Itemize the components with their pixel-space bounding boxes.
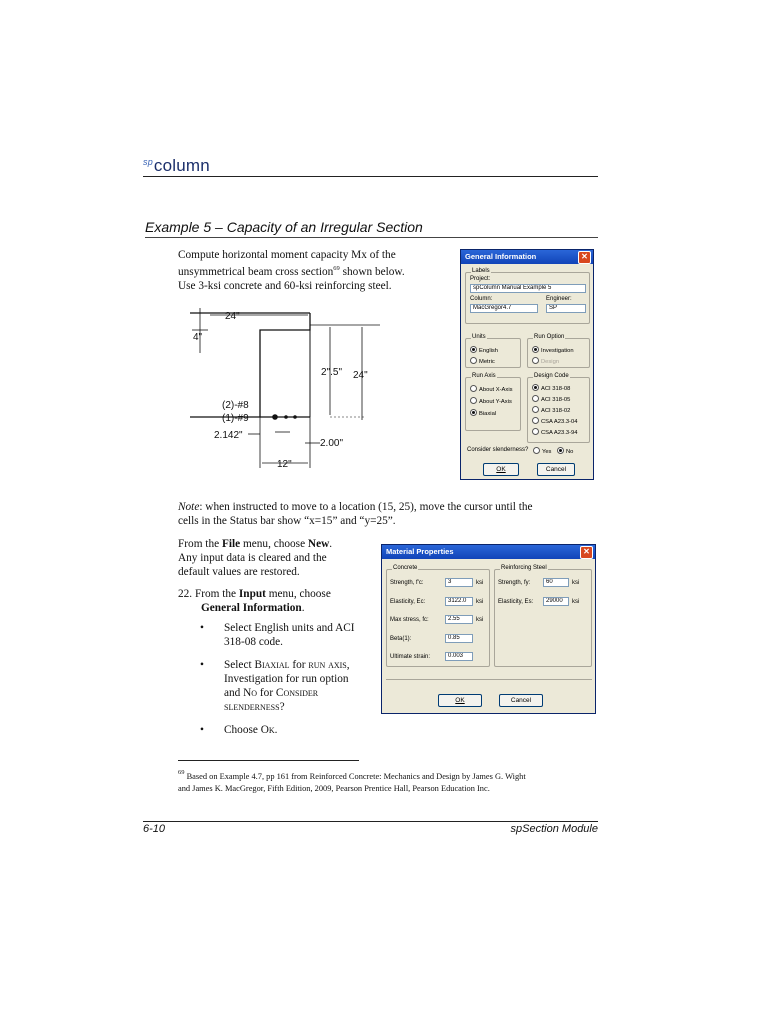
step-22-number: 22. bbox=[178, 588, 193, 600]
design-code-group bbox=[527, 373, 590, 443]
step-file-line-3: default values are restored. bbox=[178, 566, 300, 578]
section-outline bbox=[190, 313, 310, 417]
radio-slender-yes-label: Yes bbox=[542, 449, 552, 455]
general-information-dialog bbox=[460, 249, 594, 480]
radio-biaxial-label: Biaxial bbox=[479, 411, 497, 417]
bullet-2 bbox=[224, 658, 373, 714]
reinforcing-steel-group bbox=[494, 565, 592, 667]
footnote-rule bbox=[178, 760, 359, 761]
run-axis-group bbox=[465, 373, 521, 431]
bullet-3-t2: . bbox=[274, 724, 278, 736]
es-unit: ksi bbox=[572, 599, 580, 605]
footnote-line-1 bbox=[178, 767, 600, 783]
ec-unit: ksi bbox=[476, 599, 484, 605]
bullet-2-line-3 bbox=[224, 686, 373, 700]
ok-button-label: OK bbox=[496, 466, 506, 473]
note-line-1-text: : when instructed to move to a location (15, 25), move the cursor until the bbox=[199, 501, 533, 513]
bullet-1 bbox=[224, 621, 373, 649]
dialog-titlebar bbox=[461, 250, 593, 264]
fy-input[interactable]: 60 bbox=[543, 578, 569, 587]
radio-code-5[interactable] bbox=[532, 428, 577, 436]
project-input[interactable]: spColumn Manual Example 5 bbox=[470, 284, 586, 293]
intro-line-2 bbox=[178, 262, 450, 279]
radio-slender-yes[interactable] bbox=[533, 447, 551, 455]
step-file-t3: . bbox=[329, 538, 333, 550]
bullet-2-t5: for bbox=[257, 687, 276, 699]
labels-group bbox=[465, 268, 590, 324]
step-22-t1: From the bbox=[194, 588, 239, 600]
radio-english[interactable] bbox=[470, 346, 498, 354]
module-name: spSection Module bbox=[510, 823, 598, 835]
step-file-new-cmd: New bbox=[307, 538, 330, 550]
bullet-2-t6: ? bbox=[279, 701, 285, 713]
radio-design[interactable] bbox=[532, 357, 559, 365]
bullet-1-line-1: Select English units and ACI bbox=[224, 622, 355, 634]
step-file-line-2: Any input data is cleared and the bbox=[178, 552, 327, 564]
intro-line-2a: unsymmetrical beam cross section bbox=[178, 266, 334, 278]
dim-2142: 2.142" bbox=[214, 430, 243, 441]
beta-label: Beta(1): bbox=[390, 636, 412, 642]
header-rule bbox=[143, 176, 598, 177]
slenderness-label: Consider slenderness? bbox=[467, 447, 529, 453]
radio-code-2[interactable] bbox=[532, 395, 570, 403]
logo-main: column bbox=[153, 156, 210, 175]
note-paragraph bbox=[178, 500, 598, 528]
intro-line-3: Use 3-ksi concrete and 60-ksi reinforcing steel. bbox=[178, 280, 392, 292]
note-prefix: Note bbox=[178, 501, 200, 513]
intro-line-1: Compute horizontal moment capacity Mx of the bbox=[178, 249, 396, 261]
intro-line-2b: shown below. bbox=[339, 266, 405, 278]
run-axis-group-title: Run Axis bbox=[472, 373, 496, 379]
radio-about-y[interactable] bbox=[470, 397, 512, 405]
bullet-dot-3: • bbox=[200, 724, 204, 736]
column-label: Column: bbox=[470, 296, 493, 302]
step-22-t2: menu, choose bbox=[265, 588, 331, 600]
step-22-general-information: General Information bbox=[201, 602, 302, 614]
footnote-ref: 69 bbox=[333, 265, 340, 272]
footnote-line-2: and James K. MacGregor, Fifth Edition, 2009, Pearson Prentice Hall, Pearson Education Inc. bbox=[178, 784, 490, 793]
radio-investigation-label: Investigation bbox=[541, 348, 574, 354]
radio-code-4-label: CSA A23.3-04 bbox=[541, 419, 578, 425]
units-group bbox=[465, 334, 521, 368]
radio-biaxial[interactable] bbox=[470, 409, 496, 417]
concrete-group bbox=[386, 565, 490, 667]
fcmax-label: Max stress, fc: bbox=[390, 617, 429, 623]
dialog-title: General Information bbox=[465, 252, 537, 261]
radio-about-y-label: About Y-Axis bbox=[479, 399, 512, 405]
title-rule bbox=[145, 237, 598, 238]
bullet-2-no: No bbox=[243, 687, 258, 699]
concrete-group-title: Concrete bbox=[393, 565, 418, 571]
step-file-t2: menu, choose bbox=[240, 538, 308, 550]
step-file-line-1 bbox=[178, 537, 373, 551]
material-dialog-titlebar bbox=[382, 545, 595, 559]
bullet-3-ok: Ok bbox=[260, 724, 275, 736]
radio-metric[interactable] bbox=[470, 357, 495, 365]
bullet-3 bbox=[224, 723, 373, 737]
radio-about-x-label: About X-Axis bbox=[479, 387, 513, 393]
bullet-2-runaxis: run axis bbox=[308, 659, 347, 671]
bullet-1-line-2: 318-08 code. bbox=[224, 636, 283, 648]
radio-about-x[interactable] bbox=[470, 385, 513, 393]
radio-code-5-label: CSA A23.3-94 bbox=[541, 430, 578, 436]
dim-215: 2".5" bbox=[321, 367, 343, 378]
footnote-line-1-text: Based on Example 4.7, pp 161 from Reinforced Concrete: Mechanics and Design by James G. Wight bbox=[184, 772, 526, 781]
design-code-group-title: Design Code bbox=[534, 373, 569, 379]
beta-input[interactable]: 0.85 bbox=[445, 634, 473, 643]
intro-paragraph bbox=[178, 248, 450, 293]
example-title: Example 5 – Capacity of an Irregular Section bbox=[145, 219, 423, 235]
bullet-2-consider: Consider bbox=[275, 687, 319, 699]
project-label: Project: bbox=[470, 276, 491, 282]
close-icon[interactable]: ✕ bbox=[578, 251, 591, 264]
fcmax-unit: ksi bbox=[476, 617, 484, 623]
cancel-button-label: Cancel bbox=[545, 466, 567, 473]
step-22 bbox=[178, 587, 373, 615]
dim-12: 12" bbox=[277, 459, 292, 470]
page-number: 6-10 bbox=[143, 823, 166, 835]
material-ok-button[interactable] bbox=[438, 694, 482, 707]
bullet-2-t3: , bbox=[346, 659, 350, 671]
fcmax-input[interactable]: 2.55 bbox=[445, 615, 473, 624]
bar-label-1: (2)-#8 bbox=[222, 400, 249, 411]
fc-input[interactable]: 3 bbox=[445, 578, 473, 587]
footnote-number: 69 bbox=[178, 769, 185, 776]
rebar-small-2 bbox=[293, 415, 297, 419]
radio-slender-no[interactable] bbox=[557, 447, 573, 455]
fy-unit: ksi bbox=[572, 580, 580, 586]
material-properties-dialog bbox=[381, 544, 596, 714]
radio-slender-no-label: No bbox=[566, 449, 574, 455]
logo-prefix: sp bbox=[143, 157, 153, 167]
radio-code-4[interactable] bbox=[532, 417, 577, 425]
step-22-input-menu: Input bbox=[238, 588, 266, 600]
bullet-2-line-1 bbox=[224, 658, 373, 672]
bullet-2-biaxial: Biaxial bbox=[254, 659, 290, 671]
bullet-2-t4: and bbox=[224, 687, 244, 699]
fc-unit: ksi bbox=[476, 580, 484, 586]
radio-code-3[interactable] bbox=[532, 406, 570, 414]
fc-label: Strength, f'c: bbox=[390, 580, 424, 586]
step-22-line-1 bbox=[178, 587, 373, 601]
run-option-group bbox=[527, 334, 590, 368]
material-ok-label: OK bbox=[455, 697, 465, 704]
material-cancel-label: Cancel bbox=[510, 697, 532, 704]
bullet-3-t1: Choose bbox=[224, 724, 261, 736]
eu-input[interactable]: 0.003 bbox=[445, 652, 473, 661]
ec-input[interactable]: 3122.0 bbox=[445, 597, 473, 606]
es-input[interactable]: 29000 bbox=[543, 597, 569, 606]
rebar-small-1 bbox=[284, 415, 288, 419]
bullet-2-slenderness: slenderness bbox=[224, 701, 280, 713]
eu-label: Ultimate strain: bbox=[390, 654, 431, 660]
radio-code-3-label: ACI 318-02 bbox=[541, 408, 571, 414]
step-22-t3: . bbox=[301, 602, 305, 614]
engineer-label: Engineer: bbox=[546, 296, 572, 302]
radio-investigation[interactable] bbox=[532, 346, 574, 354]
material-dialog-title: Material Properties bbox=[386, 547, 454, 556]
material-cancel-button[interactable] bbox=[499, 694, 543, 707]
bullet-2-line-2: Investigation for run option bbox=[224, 673, 349, 685]
fy-label: Strength, fy: bbox=[498, 580, 531, 586]
close-icon[interactable]: ✕ bbox=[580, 546, 593, 559]
radio-english-label: English bbox=[479, 348, 499, 354]
bullet-dot-2: • bbox=[200, 659, 204, 671]
step-22-line-2 bbox=[178, 601, 373, 615]
step-file-menu: File bbox=[221, 538, 241, 550]
steel-group-title: Reinforcing Steel bbox=[501, 565, 547, 571]
labels-group-title: Labels bbox=[472, 268, 490, 274]
dim-24-side: 24" bbox=[353, 370, 368, 381]
dim-24-top: 24" bbox=[225, 311, 240, 322]
footer-rule bbox=[143, 821, 598, 822]
step-file-t1: From the bbox=[178, 538, 222, 550]
bullet-2-line-4 bbox=[224, 700, 373, 714]
spcolumn-logo bbox=[143, 156, 210, 176]
engineer-input[interactable]: SP bbox=[546, 304, 586, 313]
button-divider bbox=[386, 679, 592, 680]
es-label: Elasticity, Es: bbox=[498, 599, 534, 605]
radio-code-2-label: ACI 318-05 bbox=[541, 397, 571, 403]
units-group-title: Units bbox=[472, 334, 486, 340]
bullet-dot-1: • bbox=[200, 622, 204, 634]
note-line-2: cells in the Status bar show “x=15” and “y=25”. bbox=[178, 515, 396, 527]
cancel-button[interactable] bbox=[537, 463, 575, 476]
rebar-large bbox=[272, 414, 278, 420]
column-input[interactable]: MacGregor4.7 bbox=[470, 304, 538, 313]
radio-metric-label: Metric bbox=[479, 359, 495, 365]
footnote bbox=[178, 767, 600, 795]
note-line-1 bbox=[178, 500, 598, 514]
ec-label: Elasticity, Ec: bbox=[390, 599, 426, 605]
bullet-2-t1: Select bbox=[224, 659, 255, 671]
radio-code-1-label: ACI 318-08 bbox=[541, 386, 571, 392]
radio-code-1[interactable] bbox=[532, 384, 570, 392]
dim-200: 2.00" bbox=[320, 438, 344, 449]
radio-design-label: Design bbox=[541, 359, 560, 365]
bar-label-2: (1)-#9 bbox=[222, 413, 249, 424]
dim-4: 4" bbox=[193, 332, 203, 343]
run-option-group-title: Run Option bbox=[534, 334, 565, 340]
bullet-2-t2: for bbox=[289, 659, 309, 671]
ok-button[interactable] bbox=[483, 463, 519, 476]
beam-cross-section-figure bbox=[180, 300, 410, 480]
step-file-new bbox=[178, 537, 373, 579]
